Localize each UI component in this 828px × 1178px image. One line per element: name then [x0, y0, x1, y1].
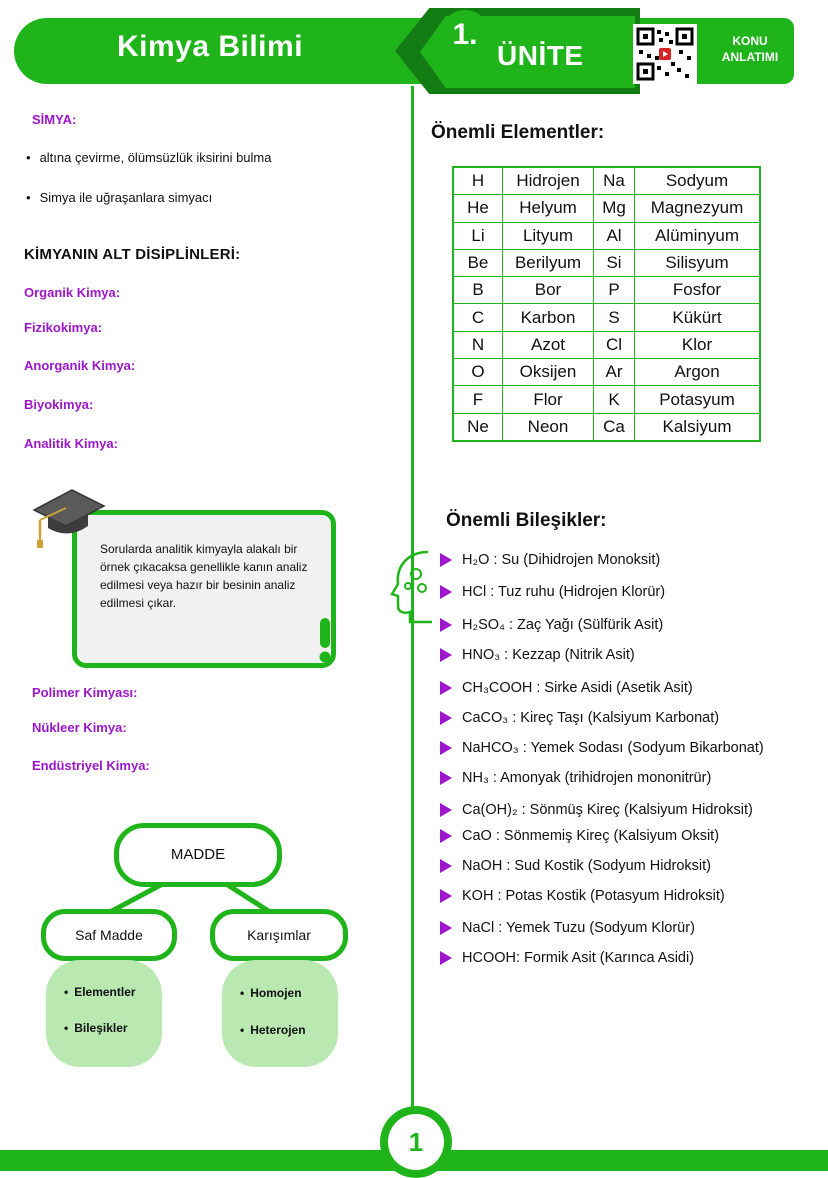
play-triangle-icon [440, 741, 452, 755]
play-triangle-icon [440, 859, 452, 873]
list-item [440, 584, 820, 600]
table-cell: Ar [594, 359, 635, 386]
table-cell: Kükürt [635, 304, 761, 331]
table-row [453, 167, 760, 195]
table-cell: Oksijen [503, 359, 594, 386]
table-cell: Kalsiyum [635, 413, 761, 441]
diagram-node-saf-madde: Saf Madde [41, 909, 177, 961]
compound-text: NaOH : Sud Kostik (Sodyum Hidroksit) [462, 858, 711, 874]
list-item [440, 680, 820, 696]
table-cell: Li [453, 222, 503, 249]
table-cell: Magnezyum [635, 195, 761, 222]
table-cell: Ne [453, 413, 503, 441]
list-item [440, 920, 820, 936]
compound-text: CH₃COOH : Sirke Asidi (Asetik Asit) [462, 680, 693, 696]
simya-heading: SİMYA: [32, 112, 77, 127]
table-cell: K [594, 386, 635, 413]
compound-text: CaCO₃ : Kireç Taşı (Kalsiyum Karbonat) [462, 710, 720, 726]
table-cell: P [594, 277, 635, 304]
discipline-biyokimya: Biyokimya: [24, 397, 94, 412]
konu-line-2: ANLATIMI [721, 50, 779, 64]
table-cell: Flor [503, 386, 594, 413]
list-item [440, 617, 820, 633]
table-cell: S [594, 304, 635, 331]
konu-anlatimi-label [706, 33, 794, 65]
table-row [453, 304, 760, 331]
discipline-fizikokimya: Fizikokimya: [24, 320, 103, 335]
table-cell: Cl [594, 331, 635, 358]
table-cell: Be [453, 249, 503, 276]
simya-item: • Simya ile uğraşanlara simyacı [26, 190, 212, 205]
play-triangle-icon [440, 585, 452, 599]
table-cell: Bor [503, 277, 594, 304]
saf-madde-list [46, 960, 162, 1067]
table-row [453, 413, 760, 441]
list-item: • Bileşikler [64, 1021, 128, 1035]
table-row [453, 195, 760, 222]
elements-heading: Önemli Elementler: [431, 122, 605, 143]
table-row [453, 331, 760, 358]
play-triangle-icon [440, 829, 452, 843]
list-item [440, 828, 820, 844]
compound-text: NaCl : Yemek Tuzu (Sodyum Klorür) [462, 920, 695, 936]
list-item [440, 802, 820, 818]
table-cell: Potasyum [635, 386, 761, 413]
list-item [440, 710, 820, 726]
karisimlar-list [222, 960, 338, 1067]
table-cell: Karbon [503, 304, 594, 331]
table-cell: Fosfor [635, 277, 761, 304]
table-cell: Na [594, 167, 635, 195]
play-triangle-icon [440, 648, 452, 662]
compound-text: CaO : Sönmemiş Kireç (Kalsiyum Oksit) [462, 828, 720, 844]
list-item [440, 858, 820, 874]
table-cell: Silisyum [635, 249, 761, 276]
table-cell: Hidrojen [503, 167, 594, 195]
compounds-heading: Önemli Bileşikler: [446, 510, 607, 531]
disiplin-heading: KİMYANIN ALT DİSİPLİNLERİ: [24, 246, 241, 263]
compound-text: NaHCO₃ : Yemek Sodası (Sodyum Bikarbonat) [462, 740, 764, 756]
play-triangle-icon [440, 618, 452, 632]
table-cell: Alüminyum [635, 222, 761, 249]
simya-item: • altına çevirme, ölümsüzlük iksirini bulma [26, 150, 271, 165]
play-triangle-icon [440, 889, 452, 903]
table-cell: Al [594, 222, 635, 249]
compound-text: HCl : Tuz ruhu (Hidrojen Klorür) [462, 584, 666, 600]
table-cell: F [453, 386, 503, 413]
discipline-polimer: Polimer Kimyası: [32, 685, 138, 700]
table-cell: O [453, 359, 503, 386]
table-row [453, 277, 760, 304]
compound-text: NH₃ : Amonyak (trihidrojen mononitrür) [462, 770, 712, 786]
konu-line-1: KONU [732, 34, 768, 48]
table-cell: Si [594, 249, 635, 276]
compound-text: HNO₃ : Kezzap (Nitrik Asit) [462, 647, 635, 663]
play-triangle-icon [440, 921, 452, 935]
unit-number: 1. [440, 10, 490, 60]
list-item [440, 647, 820, 663]
list-item: • Heterojen [240, 1023, 306, 1037]
play-triangle-icon [440, 951, 452, 965]
compound-text: KOH : Potas Kostik (Potasyum Hidroksit) [462, 888, 725, 904]
list-item [440, 770, 820, 786]
head-profile-icon [388, 546, 442, 626]
discipline-anorganik: Anorganik Kimya: [24, 358, 136, 373]
table-cell: Azot [503, 331, 594, 358]
diagram-node-karisimlar: Karışımlar [210, 909, 348, 961]
discipline-nukleer: Nükleer Kimya: [32, 720, 127, 735]
elements-table [452, 166, 761, 442]
list-item: • Elementler [64, 985, 136, 999]
table-cell: Ca [594, 413, 635, 441]
table-cell: B [453, 277, 503, 304]
list-item [440, 950, 820, 966]
play-triangle-icon [440, 681, 452, 695]
play-triangle-icon [440, 711, 452, 725]
diagram-root-madde: MADDE [114, 823, 282, 887]
compound-text: Ca(OH)₂ : Sönmüş Kireç (Kalsiyum Hidroksit) [462, 802, 753, 818]
play-triangle-icon [440, 771, 452, 785]
table-cell: Berilyum [503, 249, 594, 276]
unit-label: ÜNİTE [497, 40, 584, 71]
table-cell: C [453, 304, 503, 331]
compound-text: H₂SO₄ : Zaç Yağı (Sülfürik Asit) [462, 617, 664, 633]
list-item [440, 888, 820, 904]
list-item: • Homojen [240, 986, 302, 1000]
table-cell: Klor [635, 331, 761, 358]
table-cell: Argon [635, 359, 761, 386]
table-row [453, 222, 760, 249]
discipline-analitik: Analitik Kimya: [24, 436, 118, 451]
table-cell: N [453, 331, 503, 358]
table-row [453, 386, 760, 413]
table-cell: He [453, 195, 503, 222]
play-triangle-icon [440, 803, 452, 817]
table-row [453, 359, 760, 386]
table-cell: Helyum [503, 195, 594, 222]
table-cell: Mg [594, 195, 635, 222]
table-row [453, 249, 760, 276]
play-triangle-icon [440, 553, 452, 567]
table-cell: H [453, 167, 503, 195]
table-cell: Neon [503, 413, 594, 441]
discipline-organik: Organik Kimya: [24, 285, 121, 300]
info-note-text: Sorularda analitik kimyayla alakalı bir örnek çıkacaksa genellikle kanın analiz edilmesi veya hazır bir besinin analiz edilmesi çıkar. [100, 542, 308, 610]
page-number: 1 [388, 1114, 444, 1170]
list-item [440, 552, 820, 568]
table-cell: Sodyum [635, 167, 761, 195]
table-cell: Lityum [503, 222, 594, 249]
discipline-endustriyel: Endüstriyel Kimya: [32, 758, 150, 773]
compound-text: HCOOH: Formik Asit (Karınca Asidi) [462, 950, 695, 966]
list-item [440, 740, 820, 756]
page-title: Kimya Bilimi [116, 30, 304, 63]
compound-text: H₂O : Su (Dihidrojen Monoksit) [462, 552, 661, 568]
qr-code-icon[interactable] [633, 24, 697, 84]
